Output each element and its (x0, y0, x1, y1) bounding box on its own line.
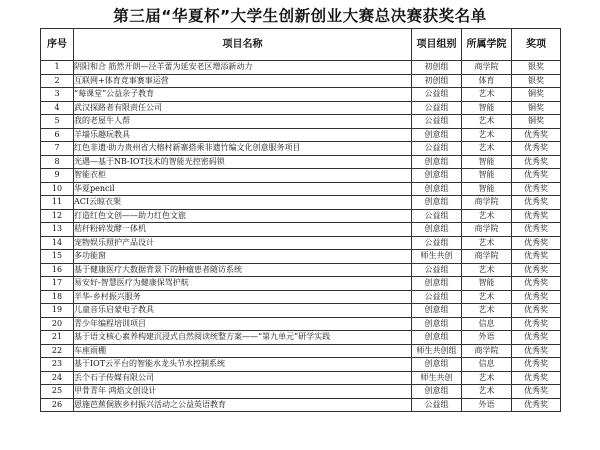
row-no: 5 (41, 115, 74, 129)
row-college: 艺术 (462, 128, 512, 142)
row-award: 铜奖 (512, 88, 561, 102)
row-group: 创意组 (412, 385, 462, 399)
row-award: 优秀奖 (512, 331, 561, 345)
row-award: 优秀奖 (512, 344, 561, 358)
header-no: 序号 (41, 29, 74, 61)
row-award: 优秀奖 (512, 263, 561, 277)
table-row (41, 236, 561, 250)
row-project-name: 秸秆粉碎发酵一体机 (74, 223, 412, 237)
row-group: 师生共创 (412, 371, 462, 385)
row-group: 公益组 (412, 209, 462, 223)
row-no: 24 (41, 371, 74, 385)
row-college: 智能 (462, 169, 512, 183)
row-award: 优秀奖 (512, 317, 561, 331)
table-row (41, 88, 561, 102)
row-college: 外语 (462, 331, 512, 345)
row-award: 优秀奖 (512, 128, 561, 142)
row-college: 信息 (462, 358, 512, 372)
row-no: 16 (41, 263, 74, 277)
row-award: 铜奖 (512, 101, 561, 115)
row-college: 艺术 (462, 371, 512, 385)
row-project-name: 恩施芭蕉侗族乡村振兴活动之公益英语教育 (74, 398, 412, 412)
header-project-name: 项目名称 (74, 29, 412, 61)
table-row (41, 398, 561, 412)
table-row (41, 385, 561, 399)
row-no: 11 (41, 196, 74, 210)
row-college: 艺术 (462, 142, 512, 156)
row-college: 商学院 (462, 196, 512, 210)
row-group: 公益组 (412, 398, 462, 412)
row-college: 体育 (462, 74, 512, 88)
row-group: 创意组 (412, 155, 462, 169)
row-no: 15 (41, 250, 74, 264)
row-award: 优秀奖 (512, 196, 561, 210)
table-row (41, 196, 561, 210)
row-award: 优秀奖 (512, 155, 561, 169)
table-row (41, 142, 561, 156)
row-award: 优秀奖 (512, 385, 561, 399)
row-group: 创意组 (412, 223, 462, 237)
row-group: 创意组 (412, 128, 462, 142)
table-header-row (41, 29, 561, 61)
row-group: 师生共创组 (412, 344, 462, 358)
row-award: 优秀奖 (512, 250, 561, 264)
row-no: 3 (41, 88, 74, 102)
row-no: 19 (41, 304, 74, 318)
row-group: 创意组 (412, 169, 462, 183)
row-award: 优秀奖 (512, 371, 561, 385)
row-award: 优秀奖 (512, 169, 561, 183)
row-no: 25 (41, 385, 74, 399)
table-row (41, 74, 561, 88)
row-college: 艺术 (462, 263, 512, 277)
table-row (41, 61, 561, 75)
row-group: 创意组 (412, 182, 462, 196)
row-group: 公益组 (412, 263, 462, 277)
row-project-name: 易安好-智慧医疗为健康保驾护航 (74, 277, 412, 291)
row-college: 艺术 (462, 236, 512, 250)
row-college: 艺术 (462, 304, 512, 318)
table-row (41, 263, 561, 277)
row-project-name: 多功能窗 (74, 250, 412, 264)
row-no: 4 (41, 101, 74, 115)
row-college: 艺术 (462, 115, 512, 129)
row-no: 23 (41, 358, 74, 372)
row-project-name: 红色非遗·助力贵州省大榕村新寨搭乘非遗竹编文化创意服务项目 (74, 142, 412, 156)
table-row (41, 344, 561, 358)
table-row (41, 331, 561, 345)
row-project-name: 半华-乡村振兴服务 (74, 290, 412, 304)
row-project-name: 羊墙乐趣玩教具 (74, 128, 412, 142)
row-no: 1 (41, 61, 74, 75)
row-group: 公益组 (412, 290, 462, 304)
row-group: 公益组 (412, 142, 462, 156)
row-no: 12 (41, 209, 74, 223)
row-award: 优秀奖 (512, 290, 561, 304)
row-group: 公益组 (412, 88, 462, 102)
row-award: 优秀奖 (512, 358, 561, 372)
header-college: 所属学院 (462, 29, 512, 61)
row-award: 优秀奖 (512, 142, 561, 156)
header-group: 项目组别 (412, 29, 462, 61)
row-college: 智能 (462, 277, 512, 291)
row-project-name: 车座雨棚 (74, 344, 412, 358)
row-project-name: 青少年编程培训项目 (74, 317, 412, 331)
document-title: 第三届“华夏杯”大学生创新创业大赛总决赛获奖名单 (113, 7, 487, 25)
row-group: 师生共创 (412, 250, 462, 264)
row-no: 9 (41, 169, 74, 183)
table-row (41, 290, 561, 304)
table-row (41, 317, 561, 331)
row-award: 铜奖 (512, 115, 561, 129)
row-project-name: 丢个石子传媒有限公司 (74, 371, 412, 385)
row-college: 商学院 (462, 223, 512, 237)
row-project-name: 我的老屋牛人帮 (74, 115, 412, 129)
row-group: 创意组 (412, 277, 462, 291)
row-college: 智能 (462, 182, 512, 196)
table-row (41, 101, 561, 115)
row-college: 商学院 (462, 250, 512, 264)
row-project-name: “莓课堂”公益亲子教育 (74, 88, 412, 102)
row-award: 优秀奖 (512, 236, 561, 250)
table-row (41, 182, 561, 196)
row-no: 22 (41, 344, 74, 358)
row-college: 艺术 (462, 209, 512, 223)
row-no: 20 (41, 317, 74, 331)
row-project-name: 武汉探路者有限责任公司 (74, 101, 412, 115)
row-project-name: 基于IOT云平台的智能水龙头节水控制系统 (74, 358, 412, 372)
row-no: 10 (41, 182, 74, 196)
row-project-name: 阴阳和合 筋然开朗—泾羊蕾为延安老区增添新动力 (74, 61, 412, 75)
row-group: 公益组 (412, 115, 462, 129)
row-group: 初创组 (412, 74, 462, 88)
row-award: 银奖 (512, 74, 561, 88)
row-award: 优秀奖 (512, 223, 561, 237)
row-group: 创意组 (412, 331, 462, 345)
row-no: 6 (41, 128, 74, 142)
row-college: 商学院 (462, 61, 512, 75)
row-group: 创意组 (412, 317, 462, 331)
row-no: 21 (41, 331, 74, 345)
table-row (41, 371, 561, 385)
table-row (41, 304, 561, 318)
row-project-name: 互联网+体育竞事赛事运营 (74, 74, 412, 88)
row-project-name: 甲骨青年 鸿焰文创设计 (74, 385, 412, 399)
row-college: 信息 (462, 317, 512, 331)
row-no: 26 (41, 398, 74, 412)
awards-table (40, 28, 561, 412)
row-award: 优秀奖 (512, 277, 561, 291)
header-award: 奖项 (512, 29, 561, 61)
row-no: 13 (41, 223, 74, 237)
row-project-name: 宠物娱乐照护产品设计 (74, 236, 412, 250)
table-row (41, 169, 561, 183)
row-award: 优秀奖 (512, 182, 561, 196)
table-row (41, 250, 561, 264)
row-college: 艺术 (462, 290, 512, 304)
row-project-name: 基于语文核心素养构建沉浸式自然阅读统整方案——“第九单元”研学实践 (74, 331, 412, 345)
row-college: 商学院 (462, 344, 512, 358)
row-award: 优秀奖 (512, 304, 561, 318)
row-no: 18 (41, 290, 74, 304)
row-no: 2 (41, 74, 74, 88)
table-row (41, 277, 561, 291)
row-group: 公益组 (412, 236, 462, 250)
row-project-name: 智能衣柜 (74, 169, 412, 183)
row-group: 创意组 (412, 304, 462, 318)
row-project-name: 儿童音乐启蒙电子教具 (74, 304, 412, 318)
row-college: 智能 (462, 155, 512, 169)
table-row (41, 128, 561, 142)
row-project-name: 打造红色文创——助力红色文旅 (74, 209, 412, 223)
table-row (41, 155, 561, 169)
row-group: 创意组 (412, 196, 462, 210)
row-project-name: 光遇—基于NB-IOT技术的智能光控密码锁 (74, 155, 412, 169)
row-project-name: 基于健康医疗大数据背景下的肿瘤患者随访系统 (74, 263, 412, 277)
row-award: 银奖 (512, 61, 561, 75)
row-no: 17 (41, 277, 74, 291)
row-no: 8 (41, 155, 74, 169)
row-project-name: 华夏pencil (74, 182, 412, 196)
row-project-name: ACI云晾衣架 (74, 196, 412, 210)
row-college: 外语 (462, 398, 512, 412)
table-row (41, 115, 561, 129)
table-row (41, 209, 561, 223)
row-award: 优秀奖 (512, 398, 561, 412)
row-college: 艺术 (462, 385, 512, 399)
row-no: 7 (41, 142, 74, 156)
row-college: 艺术 (462, 88, 512, 102)
row-group: 初创组 (412, 61, 462, 75)
table-row (41, 223, 561, 237)
table-row (41, 358, 561, 372)
row-group: 创意组 (412, 358, 462, 372)
row-college: 智能 (462, 101, 512, 115)
row-no: 14 (41, 236, 74, 250)
row-award: 优秀奖 (512, 209, 561, 223)
row-group: 公益组 (412, 101, 462, 115)
